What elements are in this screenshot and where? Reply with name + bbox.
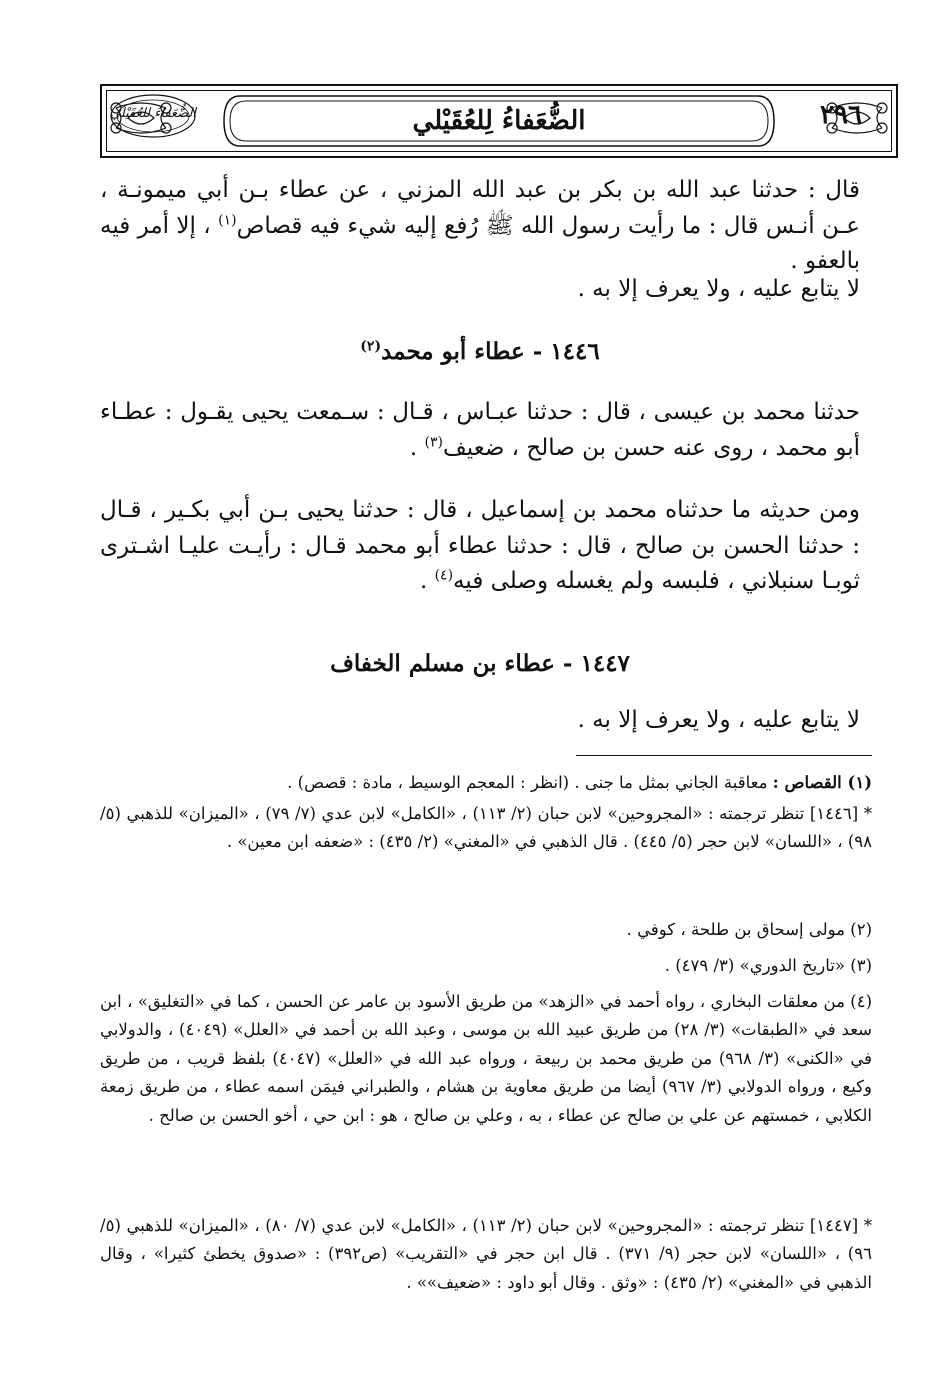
paragraph-1 bbox=[100, 173, 860, 280]
seal-text: الضُّعَفاءُ للعُقَيْلي bbox=[109, 106, 197, 121]
paragraph-5: لا يتابع عليه ، ولا يعرف إلا به . bbox=[577, 707, 860, 733]
paragraph-4-text: ومن حديثه ما حدثناه محمد بن إسماعيل ، قال : حدثنا يحيى بـن أبي بكـير ، قـال : حدثنا الحسن بن صالح ، قال : حدثنا عطاء أبو محمد قـال : رأيـت عليـا اشـترى ثوبـا سنبلاني ، فلبسه ولم يغسله وصلى فيه bbox=[100, 497, 860, 595]
paragraph-3-end: . bbox=[409, 434, 418, 461]
footnote-1 bbox=[100, 773, 872, 792]
paragraph-1-text: قال : حدثنا عبد الله بن بكر بن عبد الله المزني ، عن عطاء بـن أبي ميمونـة ، عـن أنـس قال : ما رأيت رسول الله ﷺ رُفع إليه شيء فيه قصاص bbox=[100, 177, 861, 239]
entry-heading-1446 bbox=[100, 338, 860, 365]
footnote-4: (٤) من معلقات البخاري ، رواه أحمد في «الزهد» من طريق الأسود بن عامر عن الحسن ، كما في «التغليق» ، ابن سعد في «الطبقات» (٣/ ٢٨) من طريق عبيد الله بن موسى ، وعبد الله بن أحمد في «العلل» (٤٠٤٩) ، والدولابي في «الكنى» (٣/ ٩٦٨) من طريق محمد بن ربيعة ، ورواه عبد الله في «العلل» (٤٠٤٧) بلفظ قريب ، من طريق وكيع ، ورواه الدولابي (٣/ ٩٦٧) أيضا من طريق معاوية بن هشام ، والطبراني فيمَن اسمه عطاء ، من طريق زمعة الكلابي ، خمستهم عن علي بن صالح عن عطاء ، به ، وعلي بن صالح ، هو : ابن حي ، أخو الحسن بن صالح . bbox=[100, 992, 873, 1125]
title-cartouche bbox=[220, 92, 778, 150]
page-number: ٢٩٦ bbox=[820, 100, 862, 130]
paragraph-4-end: . bbox=[419, 568, 428, 595]
running-title: الضُّعَفاءُ لِلعُقَيْلي bbox=[412, 106, 586, 136]
footnote-divider bbox=[576, 755, 872, 756]
header-banner bbox=[100, 84, 898, 158]
footnote-3: (٣) «تاريخ الدوري» (٣/ ٤٧٩) . bbox=[664, 956, 872, 975]
entry-heading-1446-text: ١٤٤٦ - عطاء أبو محمد bbox=[381, 338, 600, 365]
paragraph-3-text: حدثنا محمد بن عيسى ، قال : حدثنا عبـاس ، قـال : سـمعت يحيى يقـول : عطـاء أبو محمد ، روى عنه حسن بن صالح ، ضعيف bbox=[100, 399, 860, 461]
entry-heading-1447: ١٤٤٧ - عطاء بن مسلم الخفاف bbox=[330, 650, 630, 677]
footnote-1-text: معاقبة الجاني بمثل ما جنى . (انظر : المعجم الوسيط ، مادة : قصص) . bbox=[287, 773, 768, 792]
paragraph-3 bbox=[100, 395, 860, 466]
footnote-entry-1447: * [١٤٤٧] تنظر ترجمته : «المجروحين» لابن حبان (٢/ ١١٣) ، «الكامل» لابن عدي (٧/ ٨٠) ، «الميزان» للذهبي (٥/ ٩٦) ، «اللسان» لابن حجر (٩/ ٣٧١) . قال ابن حجر في «التقريب» (ص٣٩٢) : «صدوق يخطئ كثيرا» ، وقال الذهبي في «المغني» (٢/ ٤٣٥) : «وثق . وقال أبو داود : «ضعيف»» . bbox=[100, 1216, 872, 1292]
footnote-ref-2: (٢) bbox=[360, 338, 382, 355]
footnote-ref-1: (١) bbox=[218, 211, 237, 228]
footnote-1-term: (١) القصاص : bbox=[772, 773, 872, 792]
footnote-ref-4: (٤) bbox=[434, 567, 454, 584]
paragraph-4 bbox=[100, 493, 860, 600]
paragraph-1-end: ، إلا أمر فيه بالعفو . bbox=[100, 212, 860, 275]
book-seal-logo bbox=[108, 92, 198, 140]
footnote-2: (٢) مولى إسحاق بن طلحة ، كوفي . bbox=[626, 920, 872, 939]
paragraph-2: لا يتابع عليه ، ولا يعرف إلا به . bbox=[577, 276, 860, 302]
footnote-entry-1446: * [١٤٤٦] تنظر ترجمته : «المجروحين» لابن حبان (٢/ ١١٣) ، «الكامل» لابن عدي (٧/ ٧٩) ، «الميزان» للذهبي (٥/ ٩٨) ، «اللسان» لابن حجر (٥/ ٤٤٥) . قال الذهبي في «المغني» (٢/ ٤٣٥) : «ضعفه ابن معين» . bbox=[100, 804, 872, 852]
footnote-ref-3: (٣) bbox=[424, 433, 443, 450]
